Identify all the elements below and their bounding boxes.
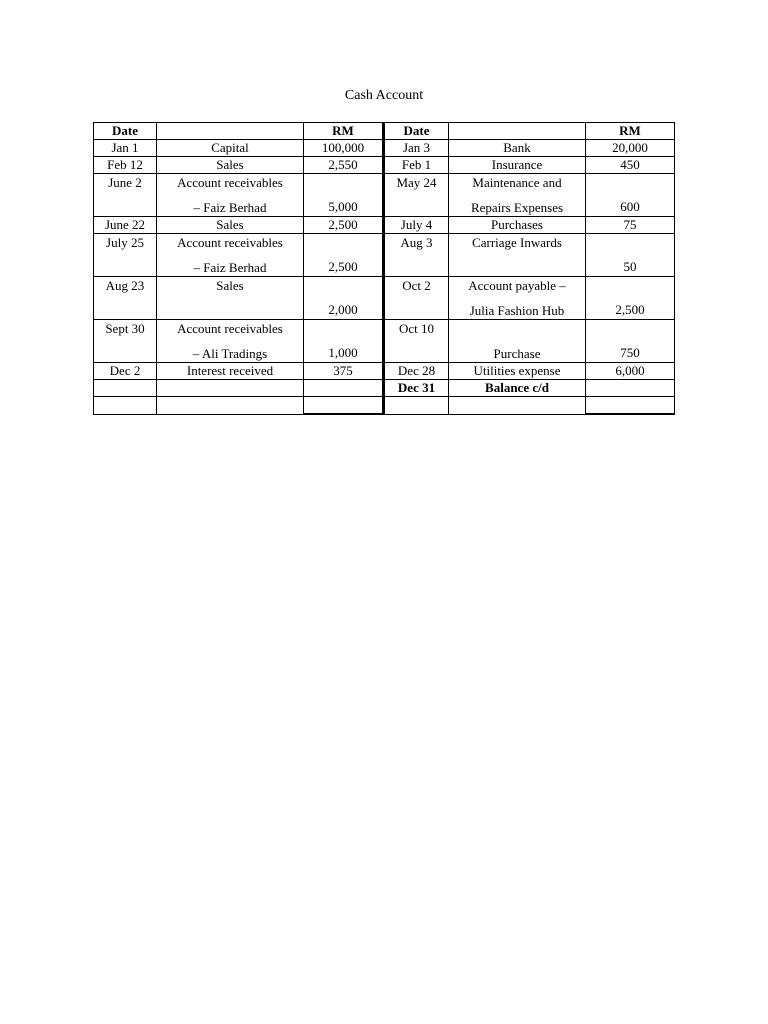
credit-date-header: Date (384, 123, 449, 140)
debit-amount-cell (304, 157, 384, 174)
credit-date-cell (384, 363, 449, 380)
debit-particulars-line: – Faiz Berhad (193, 260, 267, 275)
credit-particulars-cell (449, 157, 586, 174)
credit-amount-cell (586, 174, 675, 217)
debit-amount: 2,000 (328, 302, 358, 317)
credit-amount-cell (586, 140, 675, 157)
debit-particulars-line (157, 318, 303, 319)
account-title: Cash Account (344, 88, 424, 103)
table-row (94, 140, 675, 157)
credit-rm-header: RM (586, 123, 675, 140)
table-row (94, 397, 675, 415)
debit-date-cell (94, 174, 157, 217)
credit-amount: 20,000 (612, 140, 648, 155)
credit-particulars-cell (449, 397, 586, 415)
credit-particulars-cell (449, 320, 586, 363)
table-row (94, 277, 675, 320)
credit-amount-cell (586, 320, 675, 363)
debit-date-cell (94, 234, 157, 277)
credit-date-cell (384, 157, 449, 174)
ledger-body (94, 140, 675, 415)
debit-amount-cell (304, 363, 384, 380)
credit-particulars: Purchases (491, 217, 543, 232)
debit-particulars-line: Account receivables (177, 321, 283, 336)
credit-date-cell (384, 380, 449, 397)
credit-particulars: Insurance (491, 157, 543, 172)
debit-date-cell (94, 363, 157, 380)
debit-date: June 2 (108, 175, 142, 190)
debit-particulars: Interest received (186, 363, 274, 378)
debit-amount-cell (304, 277, 384, 320)
debit-amount: 2,500 (328, 217, 358, 232)
debit-particulars-line: Sales (216, 278, 244, 293)
debit-particulars-cell (157, 380, 304, 397)
debit-amount-cell (304, 397, 384, 415)
debit-date: Aug 23 (105, 278, 145, 293)
debit-particulars: Sales (216, 157, 244, 172)
debit-amount: 2,550 (328, 157, 358, 172)
debit-amount-cell (304, 380, 384, 397)
table-row (94, 320, 675, 363)
credit-amount-cell (586, 157, 675, 174)
debit-particulars-header (157, 123, 304, 140)
debit-particulars-line: Account receivables (177, 175, 283, 190)
credit-amount: 450 (620, 157, 640, 172)
credit-particulars-line: Maintenance and (472, 175, 562, 190)
credit-amount: 75 (623, 217, 637, 232)
credit-particulars-cell (449, 217, 586, 234)
credit-particulars: Bank (503, 140, 531, 155)
credit-particulars: Utilities expense (473, 363, 561, 378)
debit-particulars-cell (157, 234, 304, 277)
credit-date: Oct 10 (398, 321, 435, 336)
credit-particulars-cell (449, 380, 586, 397)
table-row (94, 157, 675, 174)
debit-date-header: Date (94, 123, 157, 140)
credit-particulars-cell (449, 363, 586, 380)
credit-date-cell (384, 397, 449, 415)
credit-particulars-line (449, 320, 585, 321)
credit-amount: 6,000 (615, 363, 645, 378)
credit-date-cell (384, 174, 449, 217)
credit-date: Aug 3 (400, 235, 433, 250)
credit-particulars-line: Account payable – (468, 278, 566, 293)
debit-particulars-cell (157, 277, 304, 320)
credit-date-cell (384, 277, 449, 320)
credit-amount-cell (586, 397, 675, 415)
header-row (94, 123, 675, 140)
credit-date: Dec 31 (397, 380, 436, 395)
credit-particulars: Balance c/d (485, 380, 549, 395)
debit-amount-cell (304, 140, 384, 157)
credit-particulars-cell (449, 277, 586, 320)
debit-amount: 2,500 (328, 259, 358, 274)
credit-amount-cell (586, 217, 675, 234)
debit-date: June 22 (104, 217, 146, 232)
credit-amount: 2,500 (615, 302, 645, 317)
credit-amount-cell (586, 363, 675, 380)
credit-date: Oct 2 (402, 278, 431, 293)
cash-account-ledger (93, 122, 675, 415)
debit-particulars: Capital (211, 140, 249, 155)
debit-particulars-cell (157, 217, 304, 234)
credit-date: Feb 1 (401, 157, 432, 172)
debit-date-cell (94, 380, 157, 397)
debit-amount-cell (304, 320, 384, 363)
debit-date-cell (94, 320, 157, 363)
debit-amount: 1,000 (328, 345, 358, 360)
debit-amount: 5,000 (328, 199, 358, 214)
debit-amount: 375 (333, 363, 353, 378)
credit-particulars-line: Purchase (493, 346, 541, 361)
credit-particulars-cell (449, 140, 586, 157)
debit-date-cell (94, 140, 157, 157)
debit-particulars-cell (157, 320, 304, 363)
credit-date: Jan 3 (402, 140, 431, 155)
debit-particulars-cell (157, 174, 304, 217)
debit-amount-cell (304, 174, 384, 217)
credit-date-cell (384, 234, 449, 277)
debit-date-cell (94, 217, 157, 234)
credit-date-cell (384, 217, 449, 234)
debit-date: Feb 12 (107, 157, 143, 172)
credit-particulars-line: Carriage Inwards (472, 235, 562, 250)
table-row (94, 380, 675, 397)
debit-particulars-cell (157, 397, 304, 415)
debit-particulars-cell (157, 157, 304, 174)
debit-date: Dec 2 (109, 363, 141, 378)
debit-amount: 100,000 (321, 140, 365, 155)
debit-date: Sept 30 (105, 321, 145, 336)
credit-particulars-header (449, 123, 586, 140)
debit-date-cell (94, 397, 157, 415)
debit-date: Jan 1 (111, 140, 139, 155)
debit-date-cell (94, 157, 157, 174)
credit-date: July 4 (400, 217, 433, 232)
credit-particulars-cell (449, 234, 586, 277)
debit-date-cell (94, 277, 157, 320)
debit-particulars-cell (157, 363, 304, 380)
table-row (94, 363, 675, 380)
table-row (94, 217, 675, 234)
credit-particulars-line: Repairs Expenses (470, 200, 564, 215)
credit-particulars-cell (449, 174, 586, 217)
credit-amount: 50 (623, 259, 637, 274)
debit-particulars-line: – Faiz Berhad (193, 200, 267, 215)
credit-amount-cell (586, 380, 675, 397)
credit-amount: 600 (620, 199, 640, 214)
credit-amount: 750 (620, 345, 640, 360)
debit-particulars-cell (157, 140, 304, 157)
credit-date-cell (384, 320, 449, 363)
debit-particulars-line: – Ali Tradings (192, 346, 268, 361)
credit-particulars-line (449, 275, 585, 276)
credit-amount-cell (586, 277, 675, 320)
debit-amount-cell (304, 234, 384, 277)
table-row (94, 234, 675, 277)
debit-particulars-line: Account receivables (177, 235, 283, 250)
credit-date: Dec 28 (397, 363, 436, 378)
debit-date: July 25 (106, 235, 144, 250)
debit-particulars: Sales (216, 217, 244, 232)
debit-rm-header: RM (304, 123, 384, 140)
table-row (94, 174, 675, 217)
credit-date: May 24 (396, 175, 437, 190)
debit-amount-cell (304, 217, 384, 234)
credit-date-cell (384, 140, 449, 157)
credit-particulars-line: Julia Fashion Hub (469, 303, 565, 318)
credit-amount-cell (586, 234, 675, 277)
